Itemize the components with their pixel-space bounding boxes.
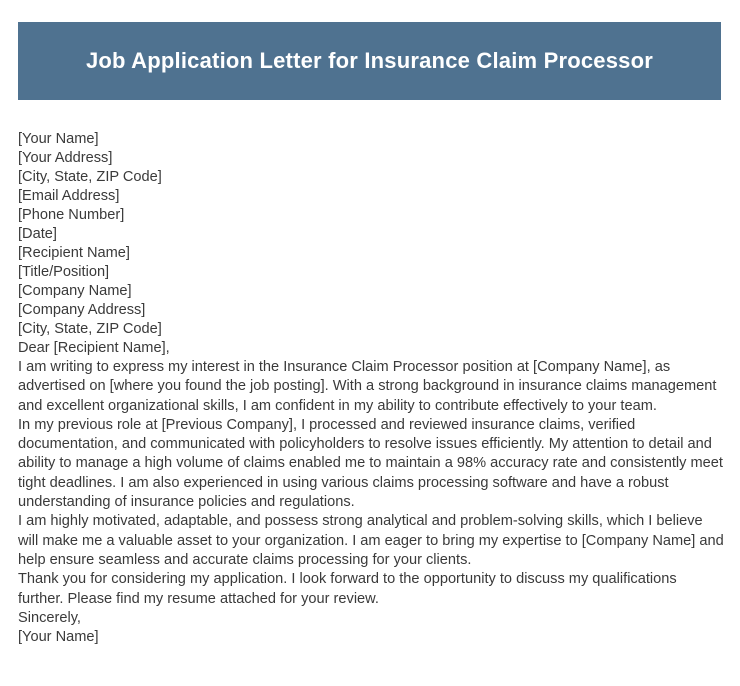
address-line-company-name: [Company Name]	[18, 283, 132, 299]
page-title: Job Application Letter for Insurance Claim Processor	[85, 47, 654, 73]
address-line-email: [Email Address]	[18, 188, 120, 204]
document-header-banner	[18, 22, 721, 100]
salutation: Dear [Recipient Name],	[18, 340, 170, 356]
address-line-company-address: [Company Address]	[18, 302, 146, 318]
paragraph-experience: In my previous role at [Previous Company], I processed and reviewed insurance claims, verified documentation, and communicated with policyholders to resolve issues efficiently. My attention to detail and ability to manage a high volume of claims enabled me to maintain a 98% accuracy rate and consistently meet tight deadlines. I am also experienced in using various claims processing software and have a robust understanding of insurance policies and regulations.	[18, 416, 723, 511]
address-line-your-address: [Your Address]	[18, 150, 113, 166]
address-line-company-city-state-zip: [City, State, ZIP Code]	[18, 321, 162, 337]
address-line-recipient-name: [Recipient Name]	[18, 245, 130, 261]
paragraph-closing-thanks: Thank you for considering my application. I look forward to the opportunity to discuss my qualifications further. Please find my resume attached for your review.	[18, 571, 677, 607]
address-line-date: [Date]	[18, 226, 57, 242]
paragraph-intro: I am writing to express my interest in the Insurance Claim Processor position at [Company Name], as advertised on [where you found the job posting]. With a strong background in insurance claims management and excellent organizational skills, I am confident in my ability to contribute effectively to your team.	[18, 359, 717, 414]
signature-name: [Your Name]	[18, 628, 99, 645]
paragraph-strengths: I am highly motivated, adaptable, and possess strong analytical and problem-solving skills, which I believe will make me a valuable asset to your organization. I am eager to bring my expertise to [Company Name] and help ensure seamless and accurate claims processing for your clients.	[18, 513, 724, 568]
address-line-city-state-zip: [City, State, ZIP Code]	[18, 169, 162, 185]
closing-salutation: Sincerely,	[18, 609, 81, 626]
letter-body	[18, 130, 724, 647]
address-line-title-position: [Title/Position]	[18, 264, 110, 280]
address-line-phone: [Phone Number]	[18, 207, 125, 223]
address-line-your-name: [Your Name]	[18, 131, 99, 147]
